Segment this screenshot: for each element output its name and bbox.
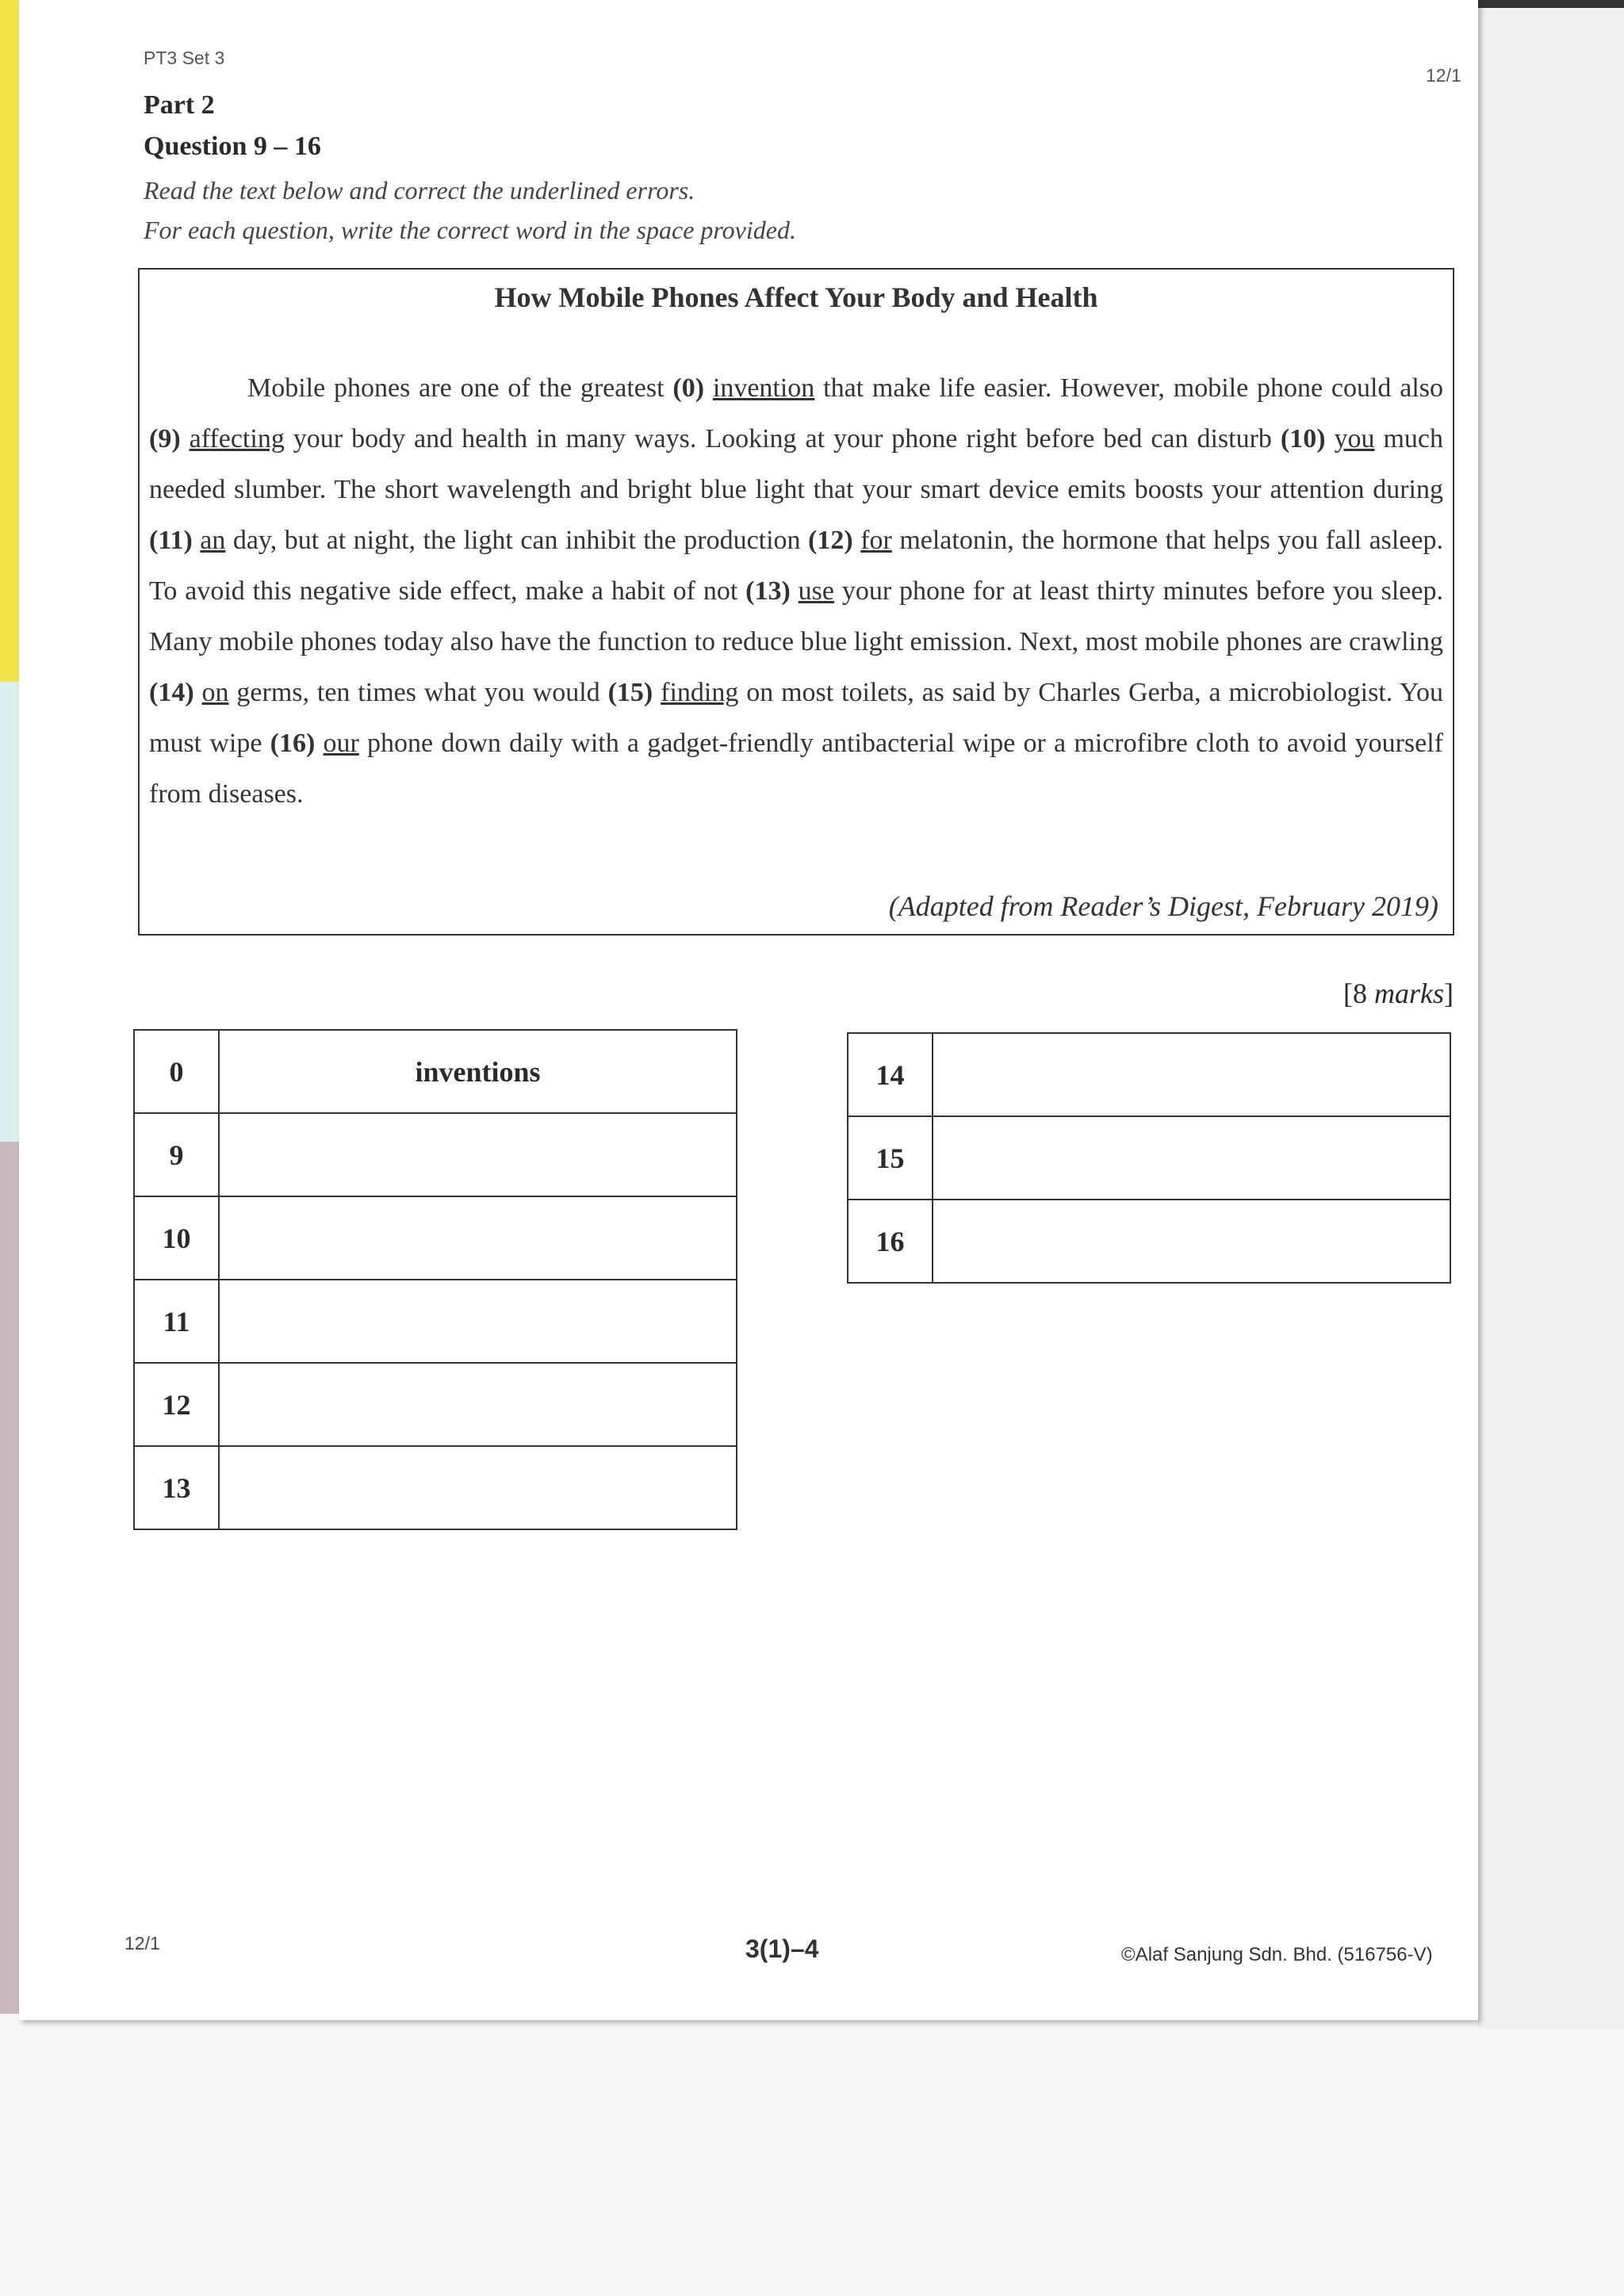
part-heading: Part 2 bbox=[144, 90, 215, 120]
answer-row bbox=[134, 1196, 737, 1280]
passage-text-run bbox=[653, 678, 661, 707]
underlined-error: for bbox=[860, 526, 892, 555]
question-number: 11 bbox=[134, 1280, 219, 1363]
question-number: 14 bbox=[848, 1033, 933, 1116]
answer-row bbox=[134, 1030, 737, 1113]
question-marker: (15) bbox=[607, 678, 653, 707]
question-number: 13 bbox=[134, 1446, 219, 1529]
passage-text-run bbox=[791, 576, 799, 606]
answer-row bbox=[134, 1280, 737, 1363]
underlined-error: use bbox=[798, 576, 834, 606]
underlined-error: an bbox=[200, 526, 226, 555]
passage-text-run: Mobile phones are one of the greatest bbox=[247, 373, 673, 403]
answer-row bbox=[134, 1363, 737, 1446]
passage-text-run bbox=[181, 424, 190, 453]
passage-text-run bbox=[853, 526, 860, 555]
binder-strip-mint bbox=[0, 682, 19, 1142]
passage-text-run: melatonin, the hormone that helps you fall asleep. To avoid this negative side effect, make a habit of not bbox=[149, 526, 1444, 606]
marks-label bbox=[1343, 977, 1454, 1010]
question-number: 10 bbox=[134, 1196, 219, 1280]
question-number: 9 bbox=[134, 1113, 219, 1196]
passage-text-run bbox=[315, 729, 323, 758]
answer-cell[interactable] bbox=[933, 1116, 1450, 1200]
passage-text-run bbox=[194, 678, 202, 707]
passage-text-run: day, but at night, the light can inhibit the production bbox=[225, 526, 809, 555]
question-marker: (13) bbox=[745, 576, 791, 606]
question-number: 16 bbox=[848, 1200, 933, 1283]
answer-table-right bbox=[847, 1032, 1451, 1284]
answer-row bbox=[134, 1446, 737, 1529]
passage-source: (Adapted from Reader’s Digest, February 2019) bbox=[888, 890, 1438, 922]
answer-cell[interactable] bbox=[219, 1280, 737, 1363]
marks-word: marks bbox=[1374, 978, 1444, 1009]
question-marker: (11) bbox=[149, 526, 193, 555]
underlined-error: finding bbox=[661, 678, 739, 707]
answer-row bbox=[848, 1116, 1450, 1200]
passage-text-run: your phone for at least thirty minutes before you sleep. Many mobile phones today also have the function to reduce blue light emission. Next, most mobile phones are crawling bbox=[149, 576, 1443, 656]
passage-box bbox=[138, 268, 1454, 936]
passage-title: How Mobile Phones Affect Your Body and Health bbox=[494, 281, 1098, 313]
footer-page-number: 3(1)–4 bbox=[745, 1934, 819, 1963]
binder-strip-mauve bbox=[0, 1142, 19, 2014]
answer-row bbox=[848, 1033, 1450, 1116]
footer-copyright: ©Alaf Sanjung Sdn. Bhd. (516756-V) bbox=[1121, 1944, 1433, 1965]
answer-cell[interactable] bbox=[933, 1033, 1450, 1116]
answer-cell[interactable] bbox=[219, 1113, 737, 1196]
passage-text-run: much needed slumber. The short wavelength and bright blue light that your smart device emits boosts your attention during bbox=[149, 424, 1444, 504]
passage-text-run: your body and health in many ways. Looking at your phone right before bed can disturb bbox=[284, 424, 1281, 453]
page-code: 12/1 bbox=[1426, 65, 1461, 86]
answer-cell[interactable] bbox=[219, 1446, 737, 1529]
question-number: 0 bbox=[134, 1030, 219, 1113]
question-marker: (10) bbox=[1280, 424, 1326, 453]
answer-table-left bbox=[133, 1029, 737, 1530]
underlined-error: affecting bbox=[189, 424, 285, 453]
question-marker: (12) bbox=[808, 526, 853, 555]
passage-text-run: that make life easier. However, mobile phone could also bbox=[814, 373, 1444, 403]
set-label: PT3 Set 3 bbox=[144, 48, 225, 68]
binder-strip-yellow bbox=[0, 0, 19, 682]
question-marker: (9) bbox=[149, 424, 181, 453]
answer-row bbox=[848, 1200, 1450, 1283]
underlined-error: on bbox=[201, 678, 229, 707]
underlined-error: our bbox=[323, 729, 359, 758]
scan-background-edge bbox=[1478, 0, 1624, 2030]
underlined-error: invention bbox=[712, 373, 815, 403]
answer-cell: inventions bbox=[219, 1030, 737, 1113]
question-marker: (16) bbox=[270, 729, 316, 758]
passage-text-run: on most toilets, as said by Charles Gerba, a microbiologist. You must wipe bbox=[149, 678, 1444, 758]
marks-open: [8 bbox=[1343, 978, 1374, 1009]
passage-paragraph bbox=[149, 363, 1443, 820]
passage-text-run bbox=[1326, 424, 1335, 453]
instruction-line: Read the text below and correct the underlined errors. bbox=[144, 176, 695, 205]
question-heading: Question 9 – 16 bbox=[144, 132, 321, 161]
question-number: 15 bbox=[848, 1116, 933, 1200]
passage-text-run: phone down daily with a gadget-friendly antibacterial wipe or a microfibre cloth to avoid yourself from diseases. bbox=[149, 729, 1444, 809]
question-marker: (0) bbox=[672, 373, 705, 403]
passage-text bbox=[149, 363, 1443, 820]
answer-row bbox=[134, 1113, 737, 1196]
footer-page-code: 12/1 bbox=[124, 1933, 160, 1954]
question-number: 12 bbox=[134, 1363, 219, 1446]
answer-cell[interactable] bbox=[933, 1200, 1450, 1283]
passage-text-run bbox=[193, 526, 200, 555]
passage-text-run: germs, ten times what you would bbox=[228, 678, 608, 707]
answer-cell[interactable] bbox=[219, 1363, 737, 1446]
worksheet-page bbox=[19, 0, 1478, 2020]
passage-text-run bbox=[704, 373, 713, 403]
binder-strip-blank bbox=[0, 2014, 19, 2296]
answer-cell[interactable] bbox=[219, 1196, 737, 1280]
underlined-error: you bbox=[1334, 424, 1375, 453]
instruction-line: For each question, write the correct word in the space provided. bbox=[144, 216, 796, 244]
marks-close: ] bbox=[1444, 978, 1454, 1009]
question-marker: (14) bbox=[149, 678, 194, 707]
